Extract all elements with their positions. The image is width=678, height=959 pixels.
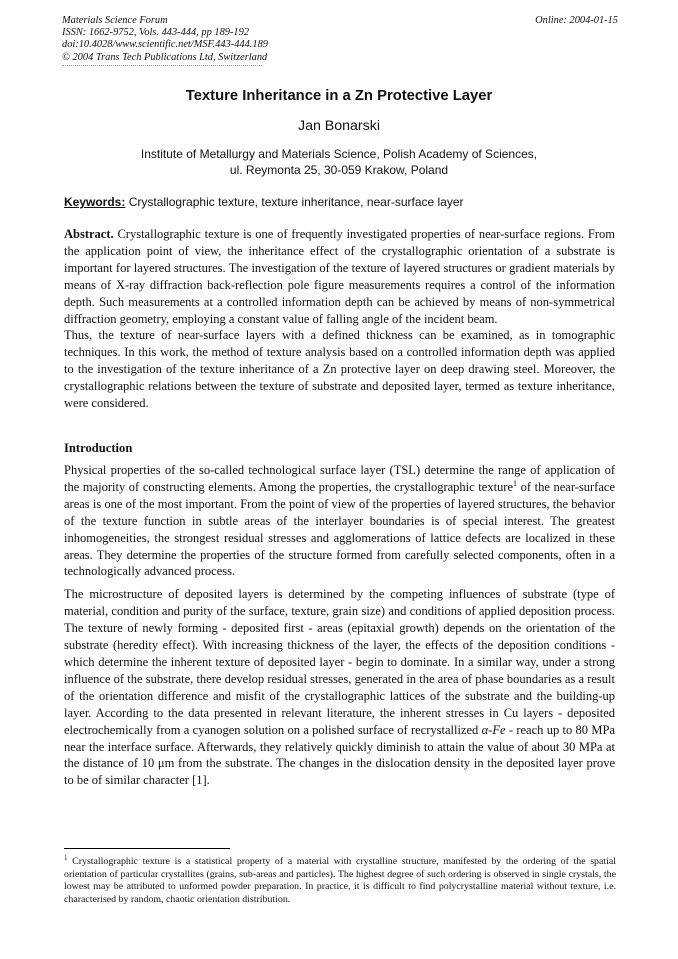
copyright-line: © 2004 Trans Tech Publications Ltd, Switzerland (62, 51, 268, 63)
affiliation-line-1: Institute of Metallurgy and Materials Science, Polish Academy of Sciences, (140, 147, 538, 161)
doi-line: doi:10.4028/www.scientific.net/MSF.443-444.189 (62, 39, 268, 51)
intro-paragraph-2 (64, 586, 615, 789)
affiliation (0, 146, 678, 178)
intro-text-2a: The microstructure of deposited layers is determined by the competing influences of substrate (type of material, condition and purity of the surface, texture, grain size) and conditions of applied deposition process. The texture of newly forming - deposited first - areas (epitaxial growth) depends on the orientation of the substrate (heredity effect). With increasing thickness of the layer, the effects of the deposition conditions - which determine the inherent texture of deposited layer - begin to dominate. In a similar way, under a strong influence of the substrate, there develop residual stresses, generated in the area of phase boundaries as a result of the orientation difference and misfit of the crystallographic lattices of the substrate and the building-up layer. According to the data presented in relevant literature, the inherent stresses in Cu layers - deposited electrochemically from a cyanogen solution on a polished surface of recrystallized (64, 587, 615, 737)
alpha-fe: α-Fe (481, 722, 506, 737)
abstract-paragraph-2: Thus, the texture of near-surface layers with a defined thickness can be examined, as in tomographic techniques. In this work, the method of texture analysis based on a controlled information depth was applied to the investigation of the texture inheritance of a Zn protective layer on deep drawing steel. Moreover, the crystallographic relations between the texture of substrate and deposited layer, termed as texture inheritance, were considered. (64, 328, 615, 411)
intro-text-1b: of the near-surface areas is one of the most important. From the point of view of the properties of layered structures, the behavior of the texture function in subtle areas of the interlayer boundaries is of special interest. The greatest inhomogeneities, the strongest residual stresses and agglomerations of lattice defects are localized in these areas. They determine the properties of the structure formed from carefully selected components, often in a technologically advanced process. (64, 479, 615, 579)
section-heading-introduction: Introduction (64, 441, 133, 455)
footnote-divider (64, 848, 230, 849)
footnote-mark: 1 (64, 854, 68, 862)
footnote (64, 856, 616, 906)
abstract-label: Abstract. (64, 227, 114, 241)
keywords-text: Crystallographic texture, texture inheritance, near-surface layer (128, 195, 464, 209)
paper-title: Texture Inheritance in a Zn Protective Layer (185, 88, 493, 104)
journal-name: Materials Science Forum (62, 15, 168, 26)
issn-line: ISSN: 1662-9752, Vols. 443-444, pp 189-192 (62, 27, 250, 39)
journal-header (62, 15, 618, 66)
keywords-label: Keywords: (64, 195, 126, 209)
footnote-text: Crystallographic texture is a statistical property of a material with crystalline structure, manifested by the ordering of the spatial orientation of particular crystallites (grains, sub-areas and particles). The highest degree of such ordering is observed in single crystals, the lowest may be attributed to unformed powder preparation. In practice, it is difficult to find polycrystalline material without texture, i.e. characterised by random, chaotic orientation distribution. (64, 856, 616, 905)
abstract (64, 226, 615, 412)
keywords (64, 195, 616, 209)
intro-text-2b: - reach up to 80 MPa near the interface surface. Afterwards, they relatively quickly diminish to attain the value of about 30 MPa at the distance of 10 μm from the substrate. The changes in the dislocation density in the deposited layer prove to be of similar character [1]. (64, 722, 615, 788)
clipped-header-line (62, 65, 262, 66)
online-date: Online: 2004-01-15 (535, 15, 618, 26)
abstract-paragraph-1 (64, 226, 615, 327)
author-name: Jan Bonarski (297, 118, 380, 134)
affiliation-line-2: ul. Reymonta 25, 30-059 Krakow, Poland (229, 163, 449, 177)
intro-text-1a: Physical properties of the so-called technological surface layer (TSL) determine the range of application of the majority of constructing elements. Among the properties, the crystallographic texture (64, 463, 615, 494)
abstract-text-1: Crystallographic texture is one of frequently investigated properties of near-surface regions. From the application point of view, the inheritance effect of the crystallographic orientation of a substrate is important for layered structures. The investigation of the texture of layered structures or gradient materials by means of X-ray diffraction back-reflection pole figure measurements requires a control of the information depth. Such measurements at a controlled information depth can be achieved by means of non-symmetrical diffraction geometry, employing a constant value of falling angle of the incident beam. (64, 227, 615, 326)
intro-paragraph-1 (64, 462, 615, 580)
introduction-body (64, 462, 615, 789)
footnote-ref: 1 (513, 478, 518, 488)
